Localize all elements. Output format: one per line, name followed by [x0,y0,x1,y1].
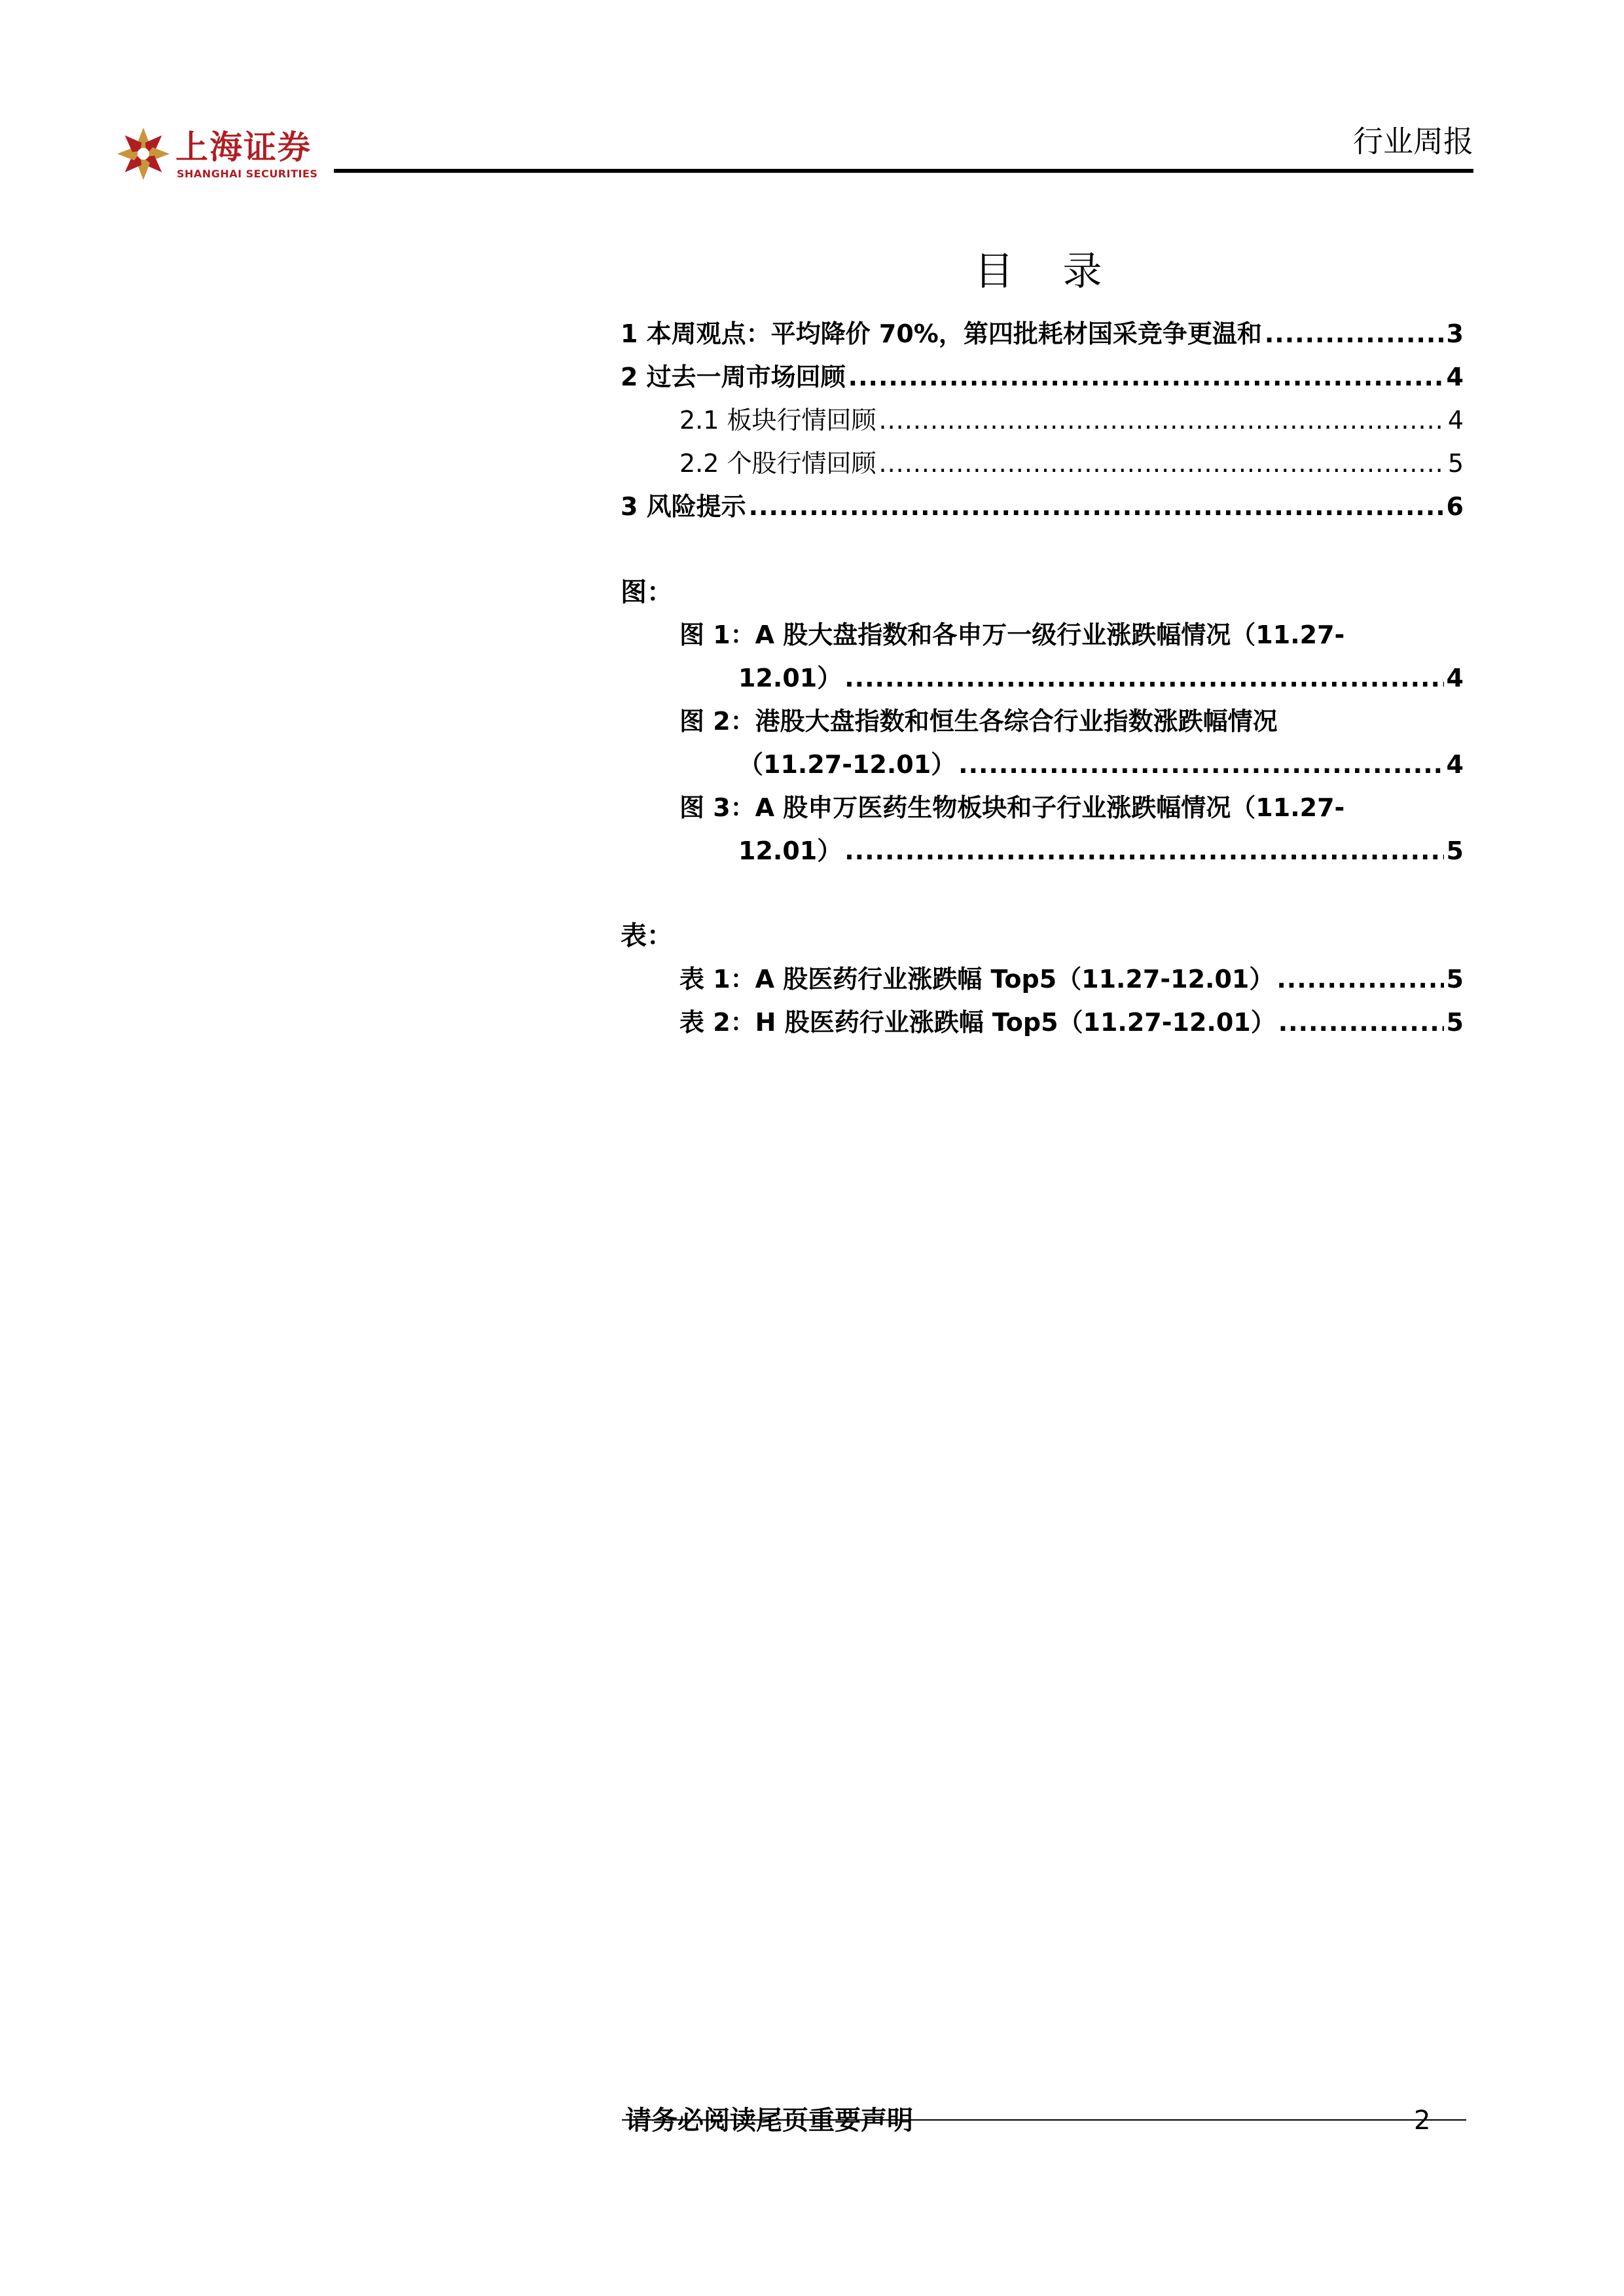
tables-heading: 表： [621,921,673,951]
figure-entry-line2: 12.01） [738,664,842,692]
toc-leader-dots [879,442,1445,485]
toc-leader-dots [879,399,1445,442]
figure-entry-line1[interactable]: 图 2：港股大盘指数和恒生各综合行业指数涨跌幅情况 [679,707,1278,736]
figure-entry[interactable] [738,656,1464,700]
table-entry-page: 5 [1446,1008,1464,1037]
toc-entry-label: 2 过去一周市场回顾 [621,363,846,391]
table-entry-label: 表 1：A 股医药行业涨跌幅 Top5（11.27-12.01） [679,965,1274,994]
toc-entry[interactable] [621,355,1464,399]
toc-leader-dots [749,485,1444,528]
toc-entry-label: 2.2 个股行情回顾 [679,449,876,478]
toc-entry-label: 3 风险提示 [621,492,746,521]
toc-entry[interactable] [679,399,1464,442]
logo-english-text: SHANGHAI SECURITIES [177,168,318,180]
company-logo [115,124,318,190]
report-type-title: 行业周报 [1353,124,1473,159]
page-number: 2 [1414,2106,1431,2136]
toc-entry-page: 4 [1447,406,1464,435]
figure-entry-line1[interactable]: 图 3：A 股申万医药生物板块和子行业涨跌幅情况（11.27- [679,793,1345,822]
figure-entry-page: 5 [1446,836,1464,865]
toc-leader-dots [958,743,1443,786]
toc-entry-page: 5 [1447,449,1464,478]
figure-entry-line2: 12.01） [738,836,842,865]
toc-leader-dots [848,355,1444,399]
figure-entry-page: 4 [1446,664,1464,692]
toc-leader-dots [1276,958,1443,1001]
toc-leader-dots [844,656,1443,700]
toc-title: 目 录 [974,249,1121,295]
table-entry[interactable] [679,958,1464,1001]
figure-entry[interactable] [738,743,1464,786]
toc-entry[interactable] [621,485,1464,528]
figures-heading: 图： [621,577,673,607]
figure-entry-page: 4 [1446,750,1464,779]
header-divider [334,169,1473,173]
toc-entry-label: 2.1 板块行情回顾 [679,406,876,435]
figure-entry-line2: （11.27-12.01） [738,750,956,779]
toc-entry-page: 6 [1446,492,1464,521]
logo-chinese-text: 上海证券 [175,128,312,166]
toc-leader-dots [1265,312,1444,355]
toc-entry-label: 1 本周观点：平均降价 70%，第四批耗材国采竞争更温和 [621,319,1262,348]
table-entry[interactable] [679,1001,1464,1044]
toc-leader-dots [844,829,1443,872]
toc-entry[interactable] [621,312,1464,355]
figure-entry-line1[interactable]: 图 1：A 股大盘指数和各申万一级行业涨跌幅情况（11.27- [679,620,1345,649]
toc-leader-dots [1278,1001,1444,1044]
table-entry-page: 5 [1446,965,1464,994]
toc-entry-page: 4 [1446,363,1464,391]
logo-mark-icon [115,126,171,182]
table-entry-label: 表 2：H 股医药行业涨跌幅 Top5（11.27-12.01） [679,1008,1276,1037]
toc-entry[interactable] [679,442,1464,485]
figure-entry[interactable] [738,829,1464,872]
footer-disclaimer: 请务必阅读尾页重要声明 [625,2106,913,2136]
toc-entry-page: 3 [1446,319,1464,348]
